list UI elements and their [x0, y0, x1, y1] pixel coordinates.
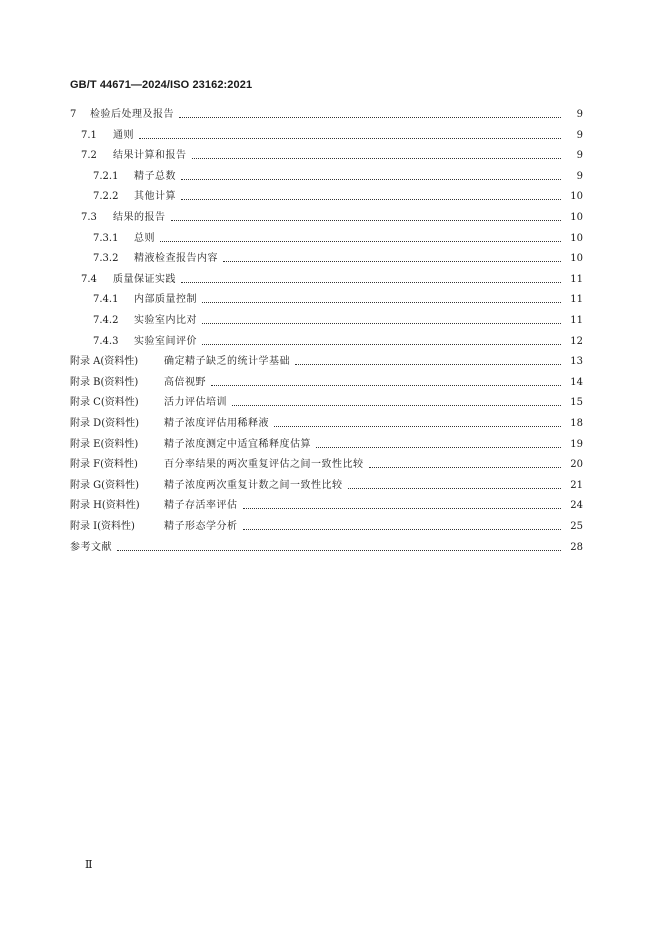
toc-entry-page: 9: [576, 170, 583, 182]
toc-entry-title: 精子浓度评估用稀释液: [164, 418, 269, 429]
toc-entry-title: 实验室内比对: [134, 315, 197, 326]
toc-entry[interactable]: [81, 126, 583, 146]
toc-entry-page: 9: [576, 150, 583, 162]
toc-entry-title: 精子浓度测定中适宜稀释度估算: [164, 438, 311, 450]
toc-entry-page: 11: [570, 294, 583, 306]
toc-entry[interactable]: [81, 208, 583, 228]
toc-entry-title: 精液检查报告内容: [134, 253, 218, 265]
toc-entry[interactable]: [70, 435, 583, 455]
toc-entry-title: 通则: [113, 129, 134, 141]
toc-entry-number: 附录 D(资料性): [70, 418, 139, 429]
toc-leader-dots: [179, 116, 561, 118]
toc-entry-number: 7.3: [81, 212, 97, 223]
toc-entry-page: 20: [570, 459, 583, 471]
toc-entry-page: 10: [570, 212, 583, 223]
toc-leader-dots: [369, 466, 562, 468]
toc-leader-dots: [243, 528, 562, 530]
toc-entry-title: 检验后处理及报告: [90, 109, 174, 120]
toc-leader-dots: [211, 384, 561, 386]
toc-entry-page: 12: [570, 335, 583, 347]
toc-entry-title: 活力评估培训: [164, 397, 227, 409]
toc-leader-dots: [202, 343, 561, 345]
toc-entry-number: 7.2: [81, 150, 97, 162]
toc-entry[interactable]: [93, 332, 583, 352]
toc-leader-dots: [202, 301, 561, 303]
toc-entry-page: 13: [570, 356, 583, 368]
toc-entry-title: 总则: [134, 232, 155, 244]
toc-entry-page: 10: [570, 253, 583, 265]
toc-leader-dots: [181, 178, 561, 180]
toc-entry-page: 24: [570, 500, 583, 512]
toc-entry[interactable]: [93, 290, 583, 310]
toc-entry-page: 9: [576, 109, 583, 120]
toc-entry-title: 百分率结果的两次重复评估之间一致性比较: [164, 459, 364, 471]
toc-entry-page: 25: [570, 521, 583, 532]
toc-entry-page: 11: [570, 273, 583, 285]
toc-entry-page: 21: [570, 479, 583, 491]
toc-entry-number: 7.2.2: [93, 191, 119, 203]
toc-entry-number: 7.4.3: [93, 335, 119, 347]
toc-entry[interactable]: [70, 414, 583, 434]
toc-entry[interactable]: [93, 187, 583, 207]
toc-entry-number: 附录 E(资料性): [70, 438, 139, 450]
toc-entry[interactable]: [70, 538, 583, 558]
toc-leader-dots: [202, 322, 561, 324]
toc-entry-title: 精子存活率评估: [164, 500, 238, 512]
toc-entry[interactable]: [70, 105, 583, 125]
toc-entry-number: 附录 A(资料性): [70, 356, 139, 368]
toc-entry[interactable]: [70, 393, 583, 413]
toc-entry-number: 7: [70, 109, 77, 120]
standard-number-header: GB/T 44671—2024/ISO 23162:2021: [70, 79, 253, 91]
toc-entry-title: 其他计算: [134, 191, 176, 203]
toc-entry-title: 结果的报告: [113, 212, 166, 223]
toc-entry-title: 参考文献: [70, 541, 112, 553]
toc-leader-dots: [160, 240, 561, 242]
toc-leader-dots: [316, 446, 561, 448]
toc-entry-title: 精子总数: [134, 170, 176, 182]
toc-entry-title: 精子浓度两次重复计数之间一致性比较: [164, 479, 343, 491]
toc-entry-page: 14: [570, 376, 583, 388]
toc-entry-number: 附录 C(资料性): [70, 397, 139, 409]
toc-entry-title: 精子形态学分析: [164, 521, 238, 532]
toc-entry-number: 7.1: [81, 129, 97, 141]
toc-entry-page: 19: [570, 438, 583, 450]
toc-entry-page: 28: [570, 541, 583, 553]
toc-entry-page: 10: [570, 191, 583, 203]
toc-leader-dots: [232, 404, 561, 406]
toc-entry[interactable]: [93, 167, 583, 187]
toc-leader-dots: [243, 507, 562, 509]
toc-entry-number: 7.4.2: [93, 315, 119, 326]
toc-entry-title: 质量保证实践: [113, 273, 176, 285]
toc-entry[interactable]: [70, 352, 583, 372]
toc-entry-page: 10: [570, 232, 583, 244]
toc-leader-dots: [171, 219, 562, 221]
toc-entry-page: 9: [576, 129, 583, 141]
toc-entry-number: 附录 G(资料性): [70, 479, 139, 491]
toc-leader-dots: [295, 363, 561, 365]
toc-entry-number: 7.3.2: [93, 253, 119, 265]
toc-entry[interactable]: [93, 229, 583, 249]
toc-leader-dots: [192, 157, 562, 159]
toc-entry-number: 7.4.1: [93, 294, 119, 306]
toc-entry-title: 内部质量控制: [134, 294, 197, 306]
toc-entry-number: 附录 F(资料性): [70, 459, 138, 471]
toc-entry[interactable]: [70, 517, 583, 537]
toc-leader-dots: [181, 281, 561, 283]
toc-entry[interactable]: [81, 146, 583, 166]
toc-entry-page: 18: [570, 418, 583, 429]
page-number: Ⅱ: [85, 858, 93, 871]
toc-entry-number: 7.4: [81, 273, 97, 285]
toc-entry-page: 11: [570, 315, 583, 326]
toc-entry-title: 实验室间评价: [134, 335, 197, 347]
toc-entry-page: 15: [570, 397, 583, 409]
toc-entry[interactable]: [93, 311, 583, 331]
toc-leader-dots: [274, 425, 561, 427]
toc-leader-dots: [117, 549, 561, 551]
toc-entry[interactable]: [81, 270, 583, 290]
toc-entry-title: 高倍视野: [164, 376, 206, 388]
toc-entry-number: 7.2.1: [93, 170, 119, 182]
toc-entry-title: 确定精子缺乏的统计学基础: [164, 356, 290, 368]
toc-entry[interactable]: [93, 249, 583, 269]
toc-entry[interactable]: [70, 373, 583, 393]
toc-leader-dots: [223, 260, 561, 262]
toc-entry-number: 附录 B(资料性): [70, 376, 139, 388]
toc-entry[interactable]: [70, 455, 583, 475]
toc-entry-title: 结果计算和报告: [113, 150, 187, 162]
toc-entry-number: 7.3.1: [93, 232, 119, 244]
toc-entry-number: 附录 I(资料性): [70, 521, 135, 532]
toc-leader-dots: [139, 137, 561, 139]
toc-leader-dots: [181, 198, 561, 200]
toc-entry[interactable]: [70, 476, 583, 496]
toc-entry-number: 附录 H(资料性): [70, 500, 140, 512]
toc-entry[interactable]: [70, 496, 583, 516]
toc-leader-dots: [348, 487, 562, 489]
